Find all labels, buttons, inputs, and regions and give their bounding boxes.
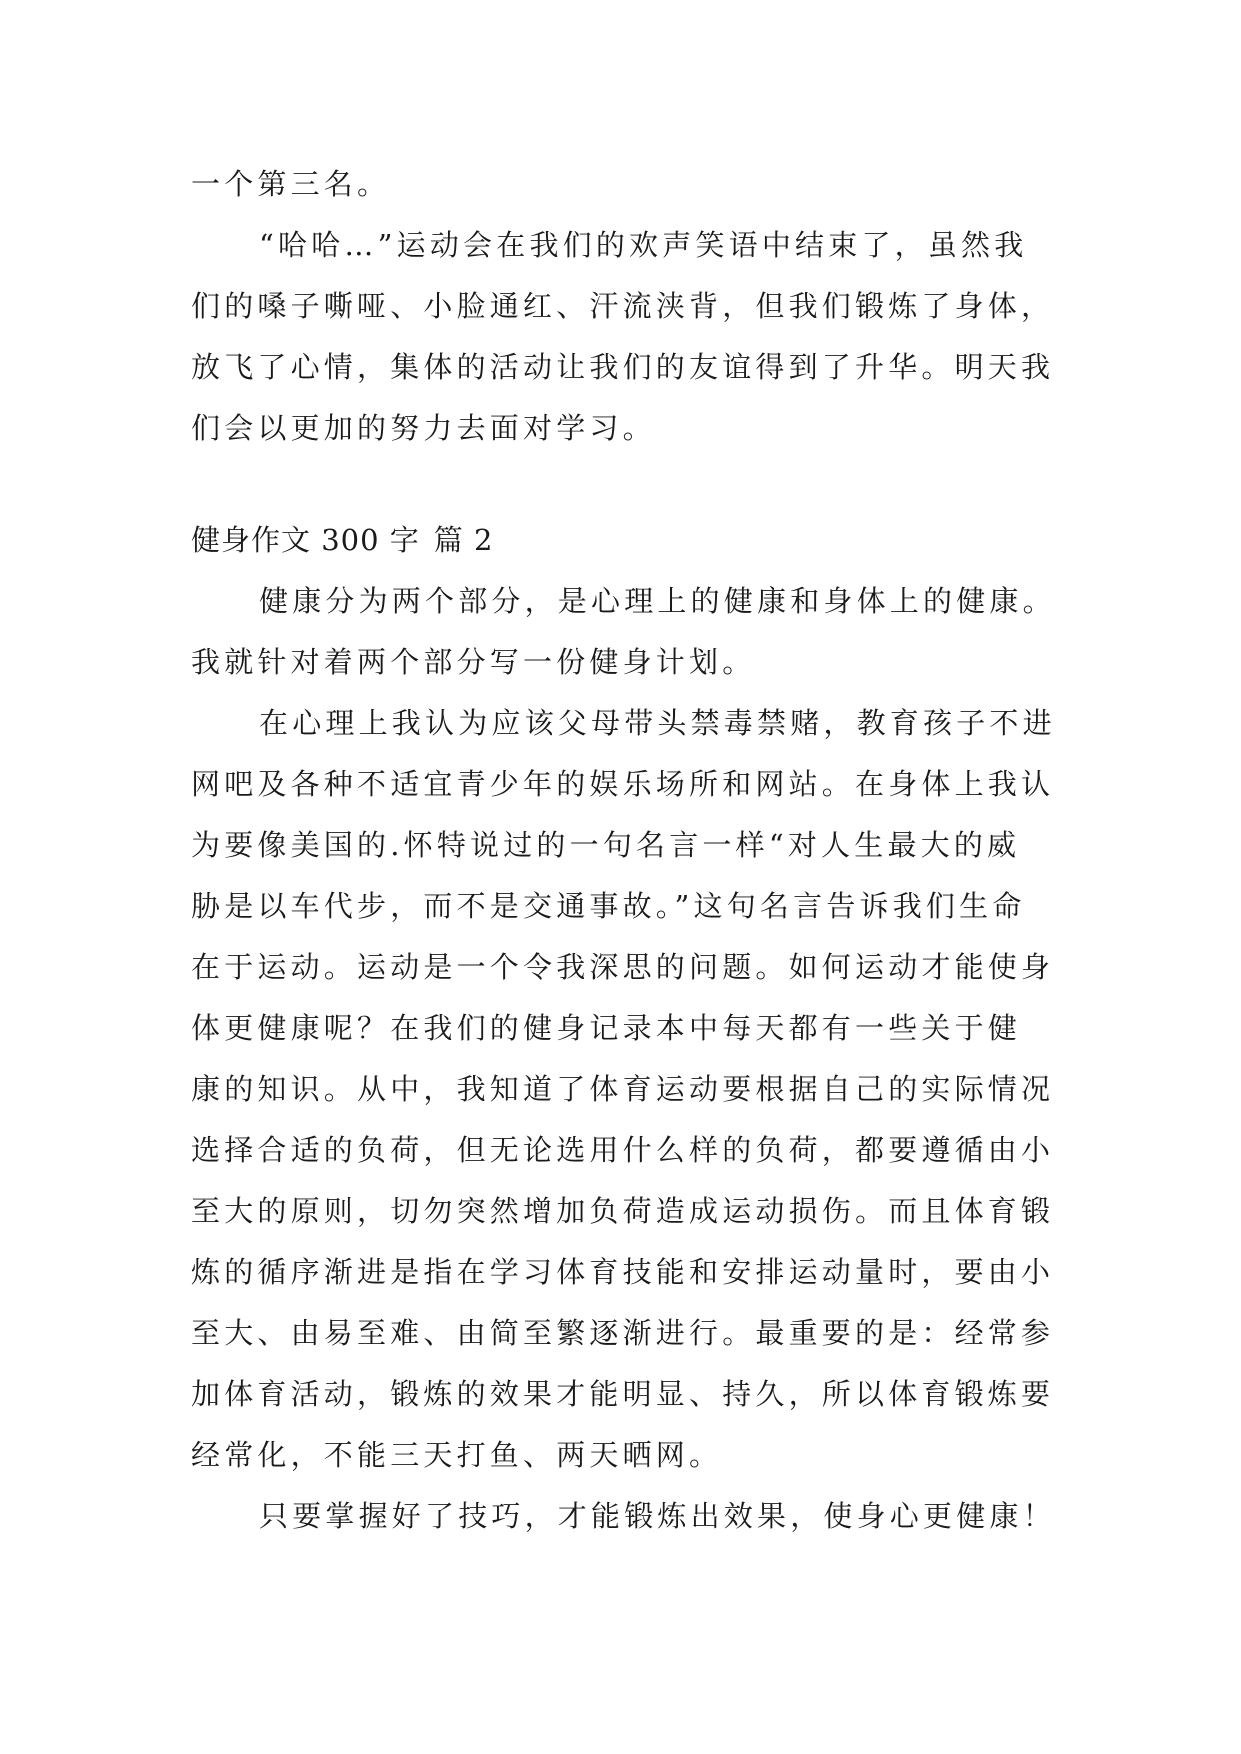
section-title: 健身作文 300 字 <box>191 523 420 557</box>
text-line: 胁是以车代步，而不是交通事故。”这句名言告诉我们生命 <box>191 889 1026 923</box>
text-line: 们会以更加的努力去面对学习。 <box>191 411 656 445</box>
text-line: 经常化，不能三天打鱼、两天晒网。 <box>191 1438 723 1472</box>
text-line: 加体育活动，锻炼的效果才能明显、持久，所以体育锻炼要 <box>191 1377 1055 1411</box>
previous-section-text <box>191 154 1071 459</box>
text-line: 只要掌握好了技巧，才能锻炼出效果，使身心更健康！ <box>259 1499 1056 1533</box>
text-line: 康的知识。从中，我知道了体育运动要根据自己的实际情况 <box>191 1072 1055 1106</box>
section-heading <box>191 510 493 571</box>
text-line: 在于运动。运动是一个令我深思的问题。如何运动才能使身 <box>191 950 1055 984</box>
text-line: 我就针对着两个部分写一份健身计划。 <box>191 645 756 679</box>
text-line: 为要像美国的.怀特说过的一句名言一样“对人生最大的威 <box>191 828 1021 862</box>
text-line: 至大、由易至难、由简至繁逐渐进行。最重要的是：经常参 <box>191 1316 1055 1350</box>
text-line: 炼的循序渐进是指在学习体育技能和安排运动量时，要由小 <box>191 1255 1055 1289</box>
text-line: 网吧及各种不适宜青少年的娱乐场所和网站。在身体上我认 <box>191 767 1055 801</box>
text-line: “哈哈…”运动会在我们的欢声笑语中结束了，虽然我 <box>259 228 1028 262</box>
text-line: 一个第三名。 <box>191 167 391 201</box>
text-line: 们的嗓子嘶哑、小脸通红、汗流浃背，但我们锻炼了身体， <box>191 289 1055 323</box>
section-part: 篇 2 <box>433 523 494 557</box>
text-line: 在心理上我认为应该父母带头禁毒禁赌，教育孩子不进 <box>259 706 1056 740</box>
essay-body <box>191 571 1071 1547</box>
text-line: 至大的原则，切勿突然增加负荷造成运动损伤。而且体育锻 <box>191 1194 1055 1228</box>
text-line: 选择合适的负荷，但无论选用什么样的负荷，都要遵循由小 <box>191 1133 1055 1167</box>
text-line: 放飞了心情，集体的活动让我们的友谊得到了升华。明天我 <box>191 350 1055 384</box>
text-line: 体更健康呢？在我们的健身记录本中每天都有一些关于健 <box>191 1011 1022 1045</box>
text-line: 健康分为两个部分，是心理上的健康和身体上的健康。 <box>259 584 1056 618</box>
